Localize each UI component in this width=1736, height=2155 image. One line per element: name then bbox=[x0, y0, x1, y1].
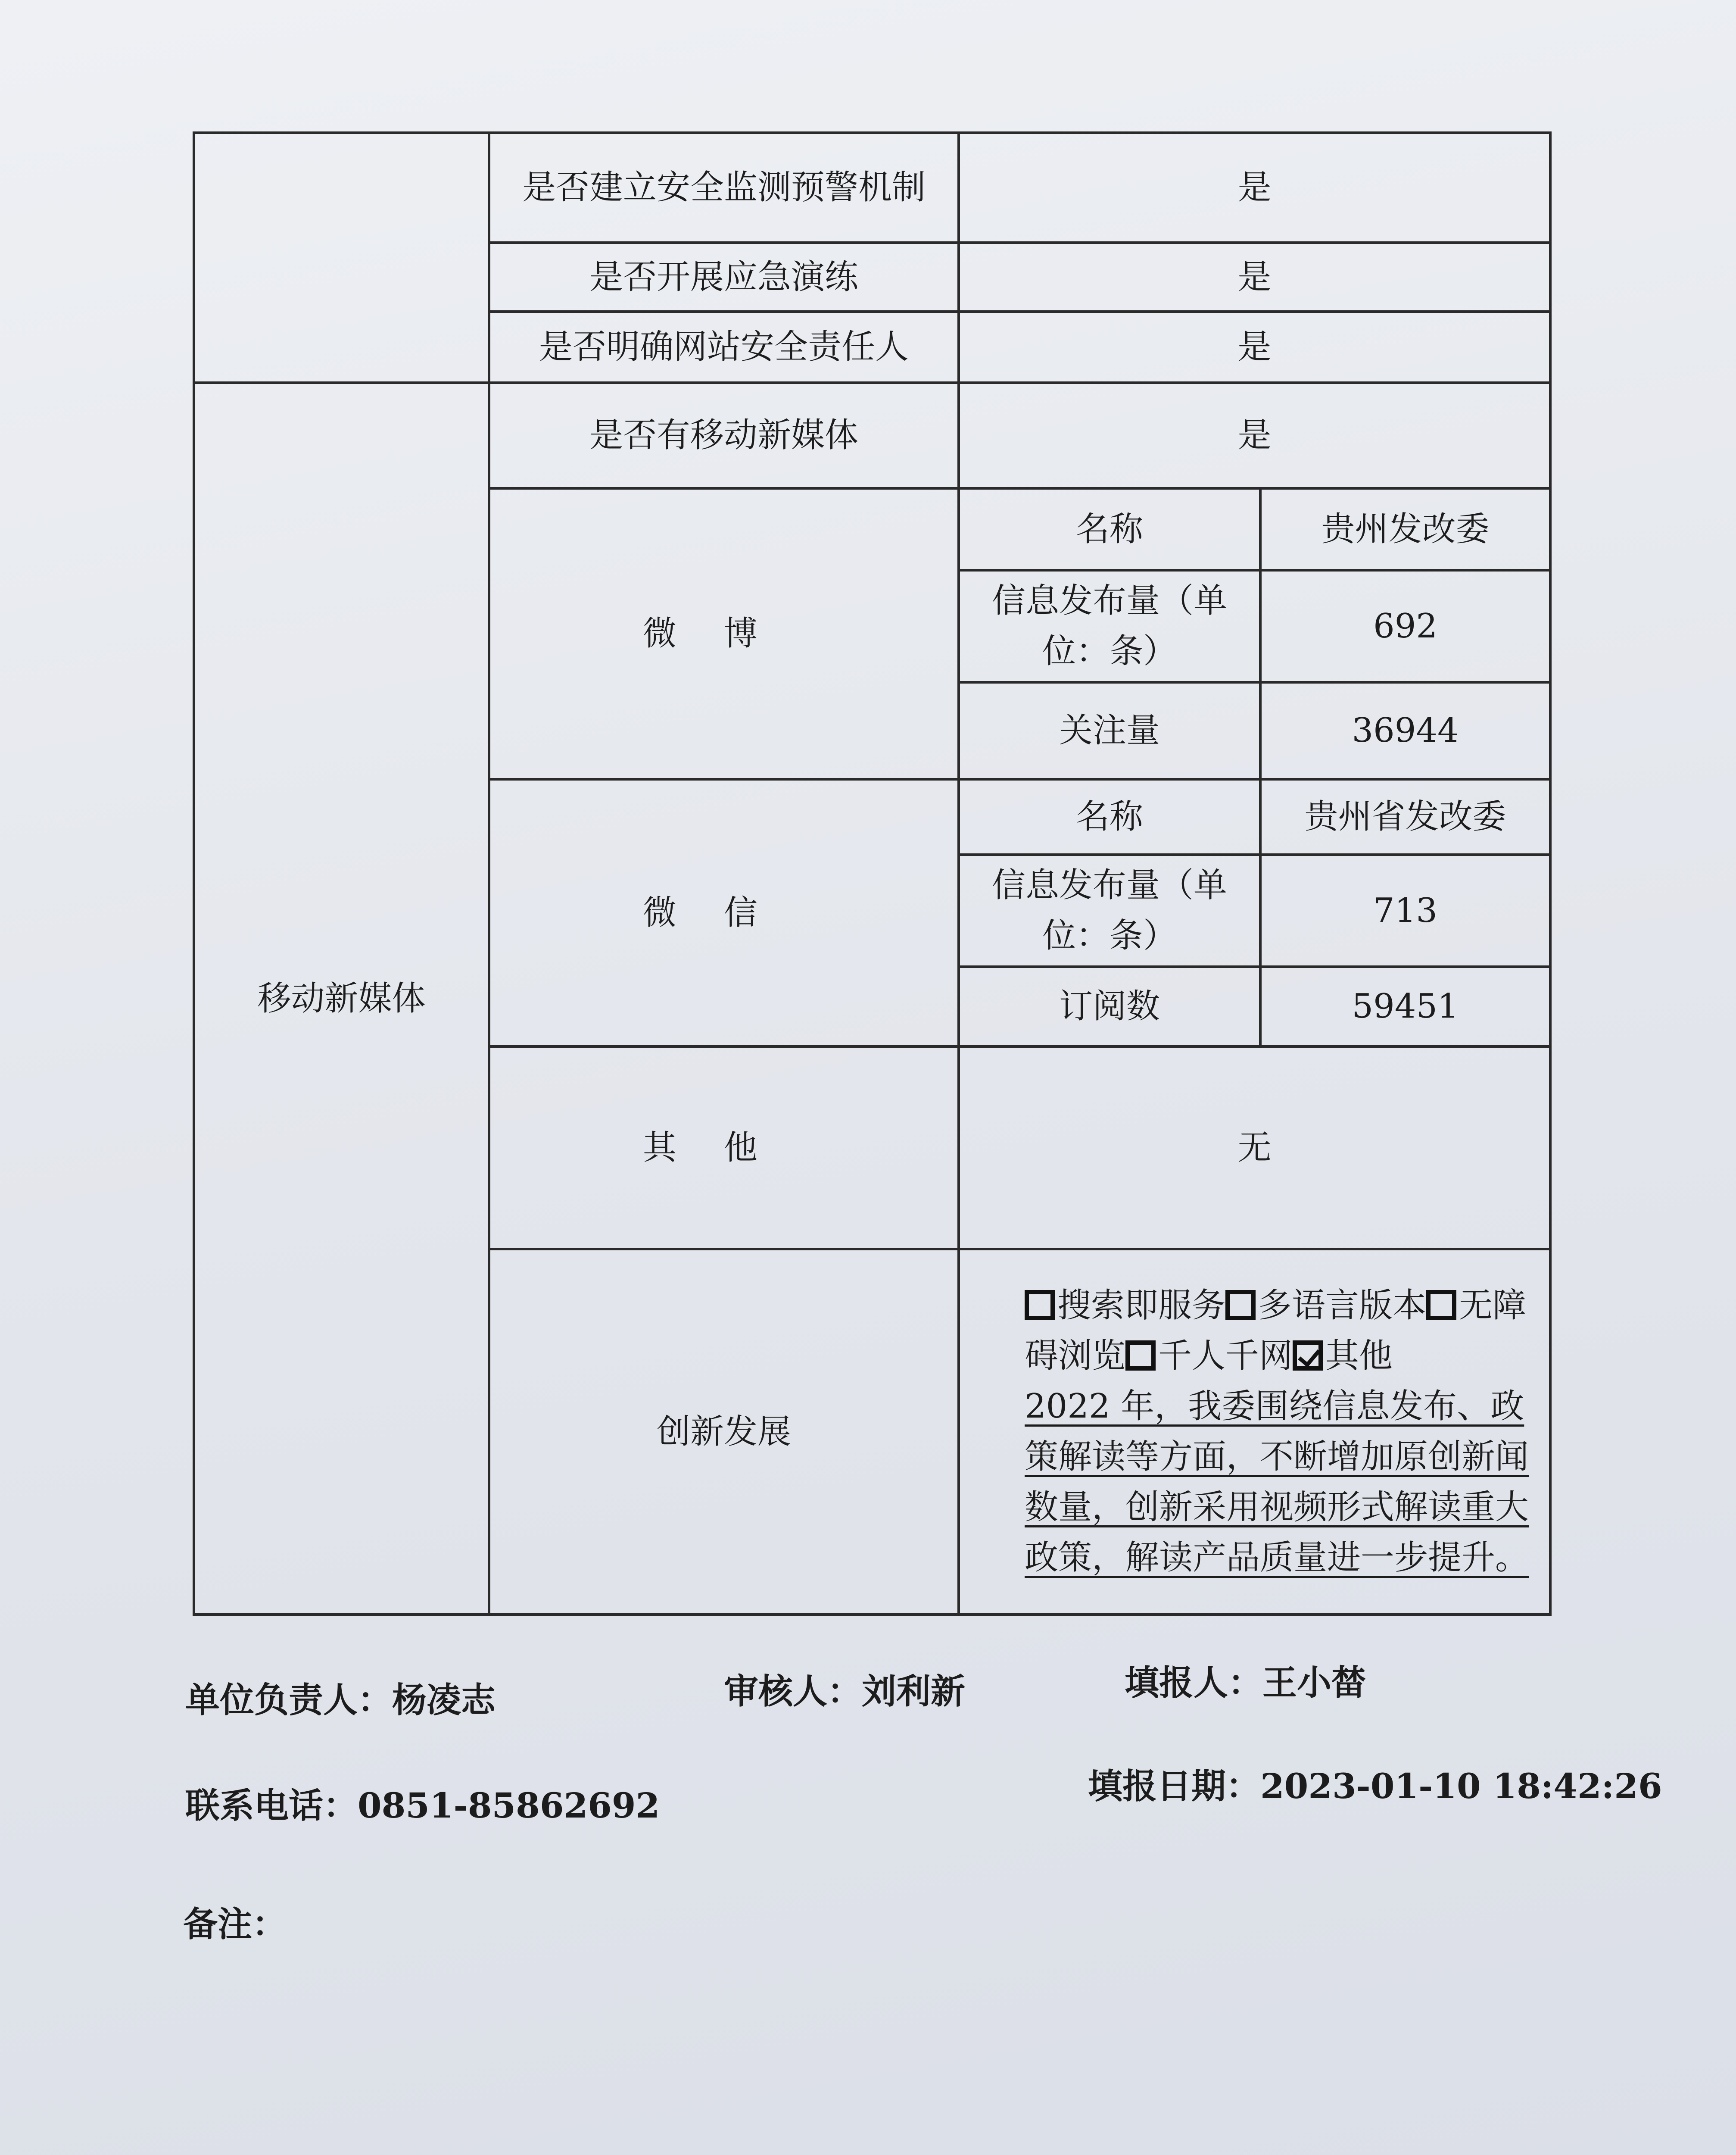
innovation-description: 2022 年，我委围绕信息发布、政策解读等方面，不断增加原创新闻数量，创新采用视频形式解读重大政策，解读产品质量进一步提升。 bbox=[1025, 1387, 1529, 1577]
option-label: 千人千网 bbox=[1158, 1337, 1293, 1375]
weibo-followers-value: 36944 bbox=[1260, 682, 1550, 779]
weibo-posts-value: 692 bbox=[1260, 570, 1550, 682]
security-section-cell bbox=[194, 133, 489, 383]
wechat-posts-label: 信息发布量（单位：条） bbox=[959, 855, 1260, 967]
remarks: 备注： bbox=[183, 1904, 287, 1944]
innovation-content bbox=[959, 1249, 1550, 1615]
option-label: 搜索即服务 bbox=[1057, 1286, 1226, 1325]
responsible-label: 是否明确网站安全责任人 bbox=[489, 312, 959, 383]
filler: 填报人：王小榃 bbox=[1125, 1662, 1366, 1703]
drill-value: 是 bbox=[959, 243, 1550, 312]
wechat-posts-value: 713 bbox=[1260, 855, 1550, 967]
wechat-name-label: 名称 bbox=[959, 779, 1260, 855]
fill-date: 填报日期：2023-01-10 18:42:26 bbox=[1088, 1766, 1662, 1806]
monitoring-value: 是 bbox=[959, 133, 1550, 243]
report-table bbox=[193, 131, 1552, 1616]
wechat-label: 微信 bbox=[489, 779, 959, 1046]
checked-checkbox-icon[interactable] bbox=[1293, 1340, 1323, 1371]
mobile-section-label: 移动新媒体 bbox=[194, 383, 489, 1615]
has-mobile-label: 是否有移动新媒体 bbox=[489, 383, 959, 488]
innovation-options bbox=[1025, 1281, 1532, 1381]
drill-label: 是否开展应急演练 bbox=[489, 243, 959, 312]
checkbox-icon[interactable] bbox=[1025, 1290, 1055, 1320]
option-label: 多语言版本 bbox=[1258, 1286, 1427, 1325]
other-label: 其他 bbox=[489, 1046, 959, 1249]
option-label: 无障碍浏览 bbox=[1025, 1286, 1527, 1375]
wechat-name-value: 贵州省发改委 bbox=[1260, 779, 1550, 855]
wechat-subs-value: 59451 bbox=[1260, 967, 1550, 1046]
weibo-followers-label: 关注量 bbox=[959, 682, 1260, 779]
reviewer: 审核人：刘利新 bbox=[724, 1671, 965, 1712]
weibo-name-value: 贵州发改委 bbox=[1260, 488, 1550, 570]
checkbox-icon[interactable] bbox=[1125, 1340, 1156, 1371]
weibo-label: 微博 bbox=[489, 488, 959, 779]
unit-head: 单位负责人：杨凌志 bbox=[185, 1680, 496, 1720]
responsible-value: 是 bbox=[959, 312, 1550, 383]
other-value: 无 bbox=[959, 1046, 1550, 1249]
monitoring-label: 是否建立安全监测预警机制 bbox=[489, 133, 959, 243]
checkbox-icon[interactable] bbox=[1426, 1290, 1456, 1320]
has-mobile-value: 是 bbox=[959, 383, 1550, 488]
checkbox-icon[interactable] bbox=[1225, 1290, 1256, 1320]
innovation-section-label: 创新发展 bbox=[489, 1249, 959, 1615]
contact-phone: 联系电话：0851-85862692 bbox=[185, 1785, 660, 1826]
option-label: 其他 bbox=[1325, 1337, 1393, 1375]
weibo-posts-label: 信息发布量（单位：条） bbox=[959, 570, 1260, 682]
weibo-name-label: 名称 bbox=[959, 488, 1260, 570]
wechat-subs-label: 订阅数 bbox=[959, 967, 1260, 1046]
